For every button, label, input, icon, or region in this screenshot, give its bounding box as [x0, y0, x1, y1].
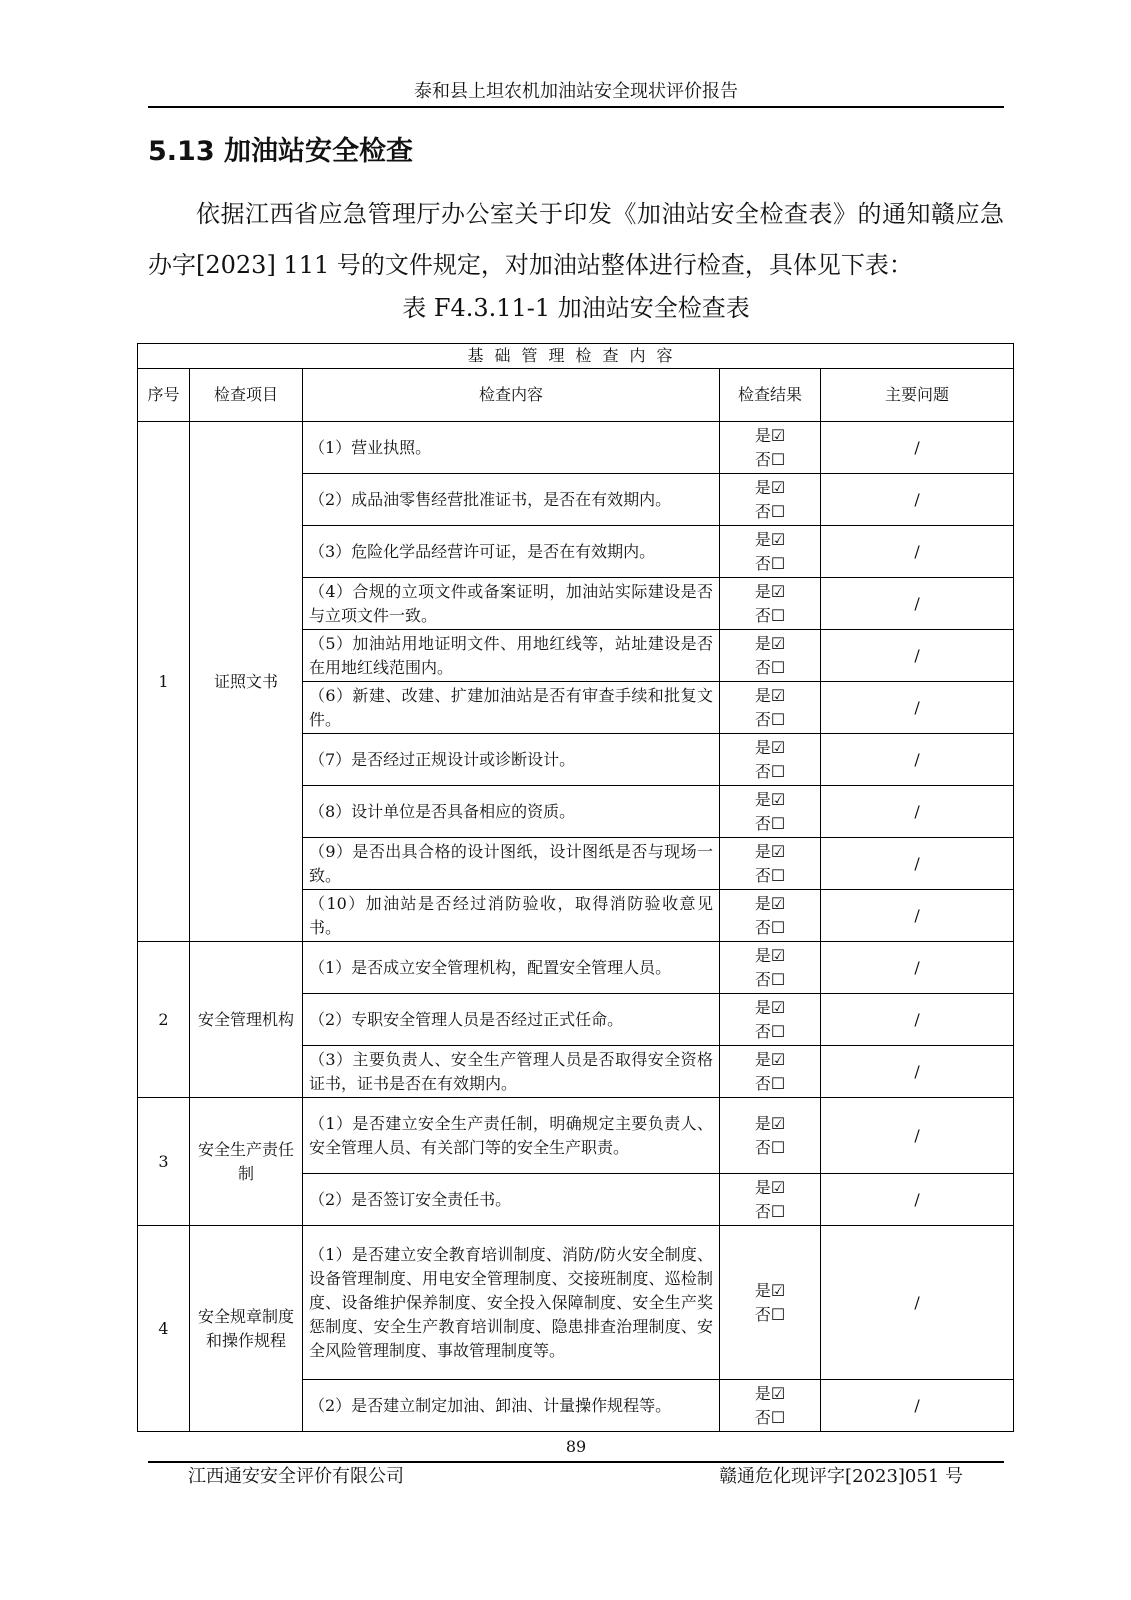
- result-yes-checked: 是☑: [754, 685, 786, 705]
- main-issue: /: [821, 1380, 1014, 1432]
- result-yes-checked: 是☑: [754, 1383, 786, 1403]
- col-header-no: 序号: [138, 369, 190, 422]
- check-result: [720, 526, 821, 578]
- check-result: [720, 1226, 821, 1380]
- check-content: （10）加油站是否经过消防验收，取得消防验收意见书。: [303, 890, 720, 942]
- check-content: （2）是否签订安全责任书。: [303, 1174, 720, 1226]
- check-result: [720, 1046, 821, 1098]
- check-content: （3）危险化学品经营许可证，是否在有效期内。: [303, 526, 720, 578]
- result-no-unchecked: 否☐: [754, 1304, 786, 1324]
- check-result: [720, 890, 821, 942]
- check-result: [720, 474, 821, 526]
- check-result: [720, 1174, 821, 1226]
- main-issue: /: [821, 474, 1014, 526]
- group-number: 1: [138, 422, 190, 942]
- result-yes-checked: 是☑: [754, 529, 786, 549]
- result-no-unchecked: 否☐: [754, 553, 786, 573]
- result-no-unchecked: 否☐: [754, 709, 786, 729]
- result-no-unchecked: 否☐: [754, 969, 786, 989]
- check-result: [720, 1380, 821, 1432]
- main-issue: /: [821, 942, 1014, 994]
- result-no-unchecked: 否☐: [754, 1073, 786, 1093]
- main-issue: /: [821, 994, 1014, 1046]
- check-content: （1）是否成立安全管理机构，配置安全管理人员。: [303, 942, 720, 994]
- group-number: 2: [138, 942, 190, 1098]
- main-issue: /: [821, 630, 1014, 682]
- main-issue: /: [821, 1226, 1014, 1380]
- result-yes-checked: 是☑: [754, 945, 786, 965]
- footer-company: 江西通安安全评价有限公司: [188, 1466, 404, 1487]
- result-yes-checked: 是☑: [754, 477, 786, 497]
- main-issue: /: [821, 526, 1014, 578]
- result-yes-checked: 是☑: [754, 893, 786, 913]
- check-result: [720, 786, 821, 838]
- result-yes-checked: 是☑: [754, 789, 786, 809]
- result-yes-checked: 是☑: [754, 425, 786, 445]
- table-row: [138, 1226, 1014, 1380]
- table-title: 基础管理检查内容: [138, 344, 1014, 369]
- result-yes-checked: 是☑: [754, 997, 786, 1017]
- safety-check-table: [137, 343, 1014, 1432]
- intro-paragraph: 依据江西省应急管理厅办公室关于印发《加油站安全检查表》的通知赣应急办字[2023] 111 号的文件规定，对加油站整体进行检查，具体见下表：: [148, 200, 1004, 279]
- group-number: 4: [138, 1226, 190, 1432]
- group-number: 3: [138, 1098, 190, 1226]
- result-no-unchecked: 否☐: [754, 761, 786, 781]
- group-item: 安全规章制度和操作规程: [190, 1226, 303, 1432]
- check-content: （8）设计单位是否具备相应的资质。: [303, 786, 720, 838]
- check-result: [720, 942, 821, 994]
- check-content: （1）是否建立安全教育培训制度、消防/防火安全制度、设备管理制度、用电安全管理制度、交接班制度、巡检制度、设备维护保养制度、安全投入保障制度、安全生产奖惩制度、安全生产教育培训制度、隐患排查治理制度、安全风险管理制度、事故管理制度等。: [303, 1226, 720, 1380]
- main-issue: /: [821, 734, 1014, 786]
- check-content: （1）营业执照。: [303, 422, 720, 474]
- check-result: [720, 734, 821, 786]
- page-number: 89: [565, 1437, 587, 1456]
- result-no-unchecked: 否☐: [754, 657, 786, 677]
- page-header: 泰和县上坦农机加油站安全现状评价报告: [148, 78, 1004, 108]
- col-header-issue: 主要问题: [821, 369, 1014, 422]
- main-issue: /: [821, 1174, 1014, 1226]
- check-result: [720, 578, 821, 630]
- check-result: [720, 838, 821, 890]
- result-no-unchecked: 否☐: [754, 865, 786, 885]
- result-no-unchecked: 否☐: [754, 917, 786, 937]
- check-result: [720, 422, 821, 474]
- check-content: （2）专职安全管理人员是否经过正式任命。: [303, 994, 720, 1046]
- check-result: [720, 994, 821, 1046]
- footer-divider: [148, 1461, 1004, 1463]
- main-issue: /: [821, 890, 1014, 942]
- main-issue: /: [821, 1046, 1014, 1098]
- result-no-unchecked: 否☐: [754, 1021, 786, 1041]
- main-issue: /: [821, 786, 1014, 838]
- check-content: （4）合规的立项文件或备案证明，加油站实际建设是否与立项文件一致。: [303, 578, 720, 630]
- check-result: [720, 1098, 821, 1174]
- check-content: （5）加油站用地证明文件、用地红线等，站址建设是否在用地红线范围内。: [303, 630, 720, 682]
- result-yes-checked: 是☑: [754, 841, 786, 861]
- check-content: （2）是否建立制定加油、卸油、计量操作规程等。: [303, 1380, 720, 1432]
- result-no-unchecked: 否☐: [754, 605, 786, 625]
- main-issue: /: [821, 422, 1014, 474]
- table-row: [138, 1098, 1014, 1174]
- check-content: （3）主要负责人、安全生产管理人员是否取得安全资格证书，证书是否在有效期内。: [303, 1046, 720, 1098]
- check-content: （6）新建、改建、扩建加油站是否有审查手续和批复文件。: [303, 682, 720, 734]
- main-issue: /: [821, 578, 1014, 630]
- result-no-unchecked: 否☐: [754, 449, 786, 469]
- table-row: [138, 422, 1014, 474]
- check-content: （9）是否出具合格的设计图纸，设计图纸是否与现场一致。: [303, 838, 720, 890]
- table-row: [138, 942, 1014, 994]
- result-yes-checked: 是☑: [754, 1280, 786, 1300]
- footer-doc-number: 赣通危化现评字[2023]051 号: [719, 1466, 963, 1487]
- result-no-unchecked: 否☐: [754, 1407, 786, 1427]
- group-item: 安全生产责任制: [190, 1098, 303, 1226]
- result-no-unchecked: 否☐: [754, 1201, 786, 1221]
- check-result: [720, 682, 821, 734]
- result-no-unchecked: 否☐: [754, 1137, 786, 1157]
- table-body: [138, 422, 1014, 1432]
- result-yes-checked: 是☑: [754, 1113, 786, 1133]
- group-item: 安全管理机构: [190, 942, 303, 1098]
- result-no-unchecked: 否☐: [754, 501, 786, 521]
- check-content: （2）成品油零售经营批准证书，是否在有效期内。: [303, 474, 720, 526]
- table-caption: 表 F4.3.11-1 加油站安全检查表: [402, 294, 750, 322]
- section-title: 5.13 加油站安全检查: [148, 136, 414, 167]
- result-yes-checked: 是☑: [754, 1049, 786, 1069]
- result-yes-checked: 是☑: [754, 581, 786, 601]
- check-result: [720, 630, 821, 682]
- result-yes-checked: 是☑: [754, 737, 786, 757]
- check-content: （1）是否建立安全生产责任制，明确规定主要负责人、安全管理人员、有关部门等的安全生产职责。: [303, 1098, 720, 1174]
- col-header-content: 检查内容: [303, 369, 720, 422]
- main-issue: /: [821, 838, 1014, 890]
- check-content: （7）是否经过正规设计或诊断设计。: [303, 734, 720, 786]
- col-header-result: 检查结果: [720, 369, 821, 422]
- result-no-unchecked: 否☐: [754, 813, 786, 833]
- result-yes-checked: 是☑: [754, 1177, 786, 1197]
- col-header-item: 检查项目: [190, 369, 303, 422]
- result-yes-checked: 是☑: [754, 633, 786, 653]
- group-item: 证照文书: [190, 422, 303, 942]
- main-issue: /: [821, 682, 1014, 734]
- main-issue: /: [821, 1098, 1014, 1174]
